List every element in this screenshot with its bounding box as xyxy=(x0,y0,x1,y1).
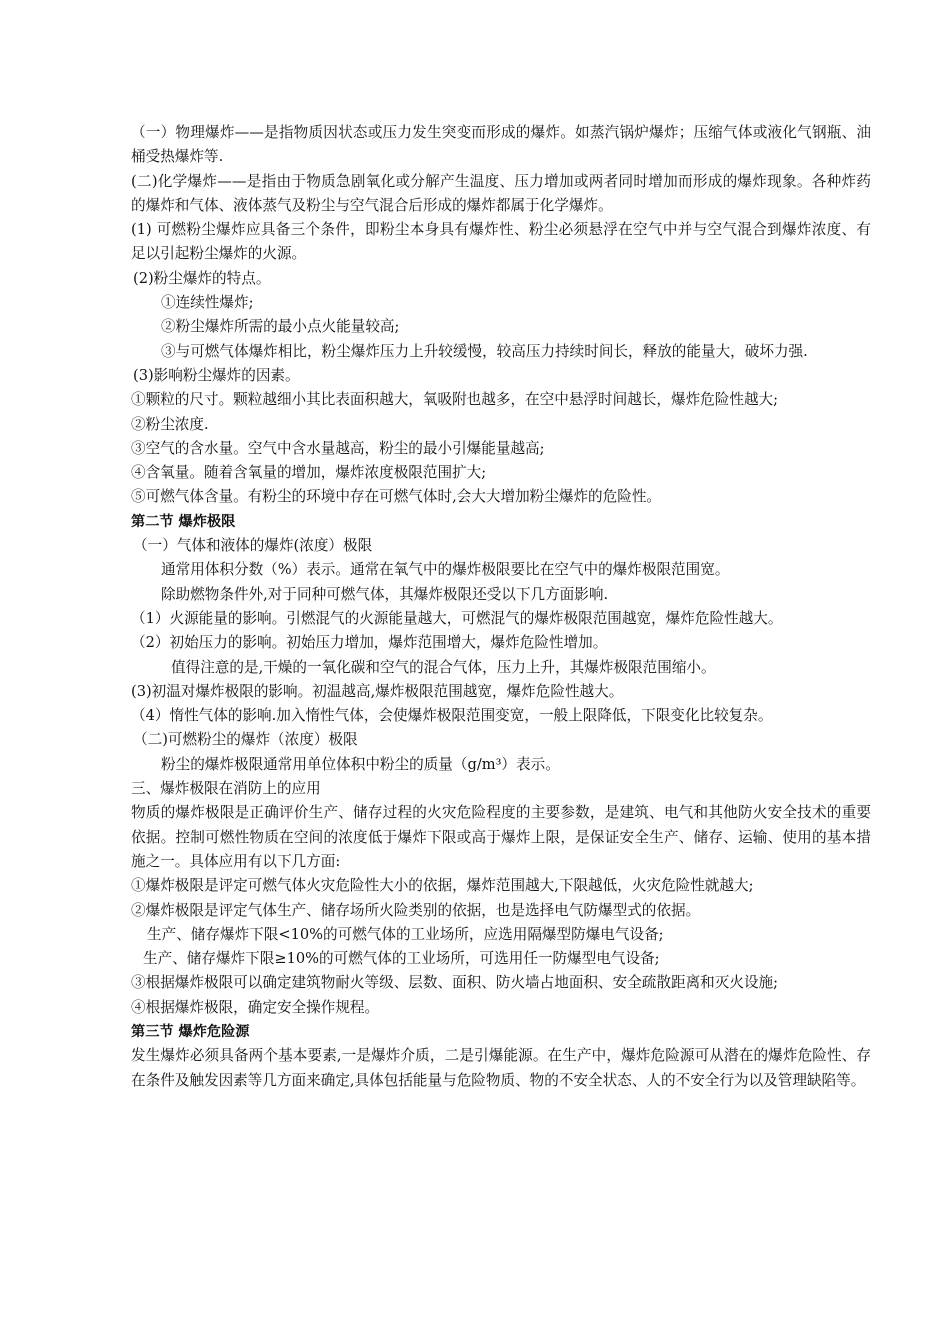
paragraph: 除助燃物条件外,对于同种可燃气体，其爆炸极限还受以下几方面影响. xyxy=(161,585,609,603)
subsection-heading: （二)可燃粉尘的爆炸（浓度）极限 xyxy=(133,731,358,749)
paragraph-dust-features-title: (2)粉尘爆炸的特点。 xyxy=(133,269,271,287)
subsection-heading: 三、爆炸极限在消防上的应用 xyxy=(131,780,321,798)
list-item: ③与可燃气体爆炸相比，粉尘爆炸压力上升较缓慢，较高压力持续时间长，释放的能量大，破坏力强. xyxy=(161,342,808,360)
subsection-heading: （一）气体和液体的爆炸(浓度）极限 xyxy=(133,537,373,555)
list-item: ④根据爆炸极限，确定安全操作规程。 xyxy=(131,998,380,1016)
list-item: （4）惰性气体的影响.加入惰性气体，会使爆炸极限范围变宽，一般上限降低，下限变化比较复杂。 xyxy=(131,707,773,725)
section-heading: 第二节 爆炸极限 xyxy=(131,513,236,530)
paragraph: 发生爆炸必须具备两个基本要素,一是爆炸介质，二是引爆能源。在生产中，爆炸危险源可从潜在的爆炸危险性、存在条件及触发因素等几方面来确定,具体包括能量与危险物质、物的不安全状态、人的不安全行为以及管理缺陷等。 xyxy=(131,1047,871,1089)
list-item: ①颗粒的尺寸。颗粒越细小其比表面积越大，氧吸附也越多，在空中悬浮时间越长，爆炸危险性越大; xyxy=(131,391,779,409)
paragraph: 物质的爆炸极限是正确评价生产、储存过程的火灾危险程度的主要参数，是建筑、电气和其他防火安全技术的重要依据。控制可燃性物质在空间的浓度低于爆炸下限或高于爆炸上限，是保证安全生产、储存、运输、使用的基本措施之一。具体应用有以下几方面: xyxy=(131,804,871,870)
list-item: ④含氧量。随着含氧量的增加，爆炸浓度极限范围扩大; xyxy=(131,464,487,482)
list-item: (3)初温对爆炸极限的影响。初温越高,爆炸极限范围越宽，爆炸危险性越大。 xyxy=(131,682,624,700)
document-page xyxy=(131,121,871,1093)
list-item: ②粉尘浓度. xyxy=(131,415,209,433)
paragraph: 生产、储存爆炸下限≥10%的可燃气体的工业场所，可选用任一防爆型电气设备; xyxy=(143,950,660,968)
paragraph-dust-factors-title: (3)影响粉尘爆炸的因素。 xyxy=(133,366,300,384)
list-item: ②粉尘爆炸所需的最小点火能量较高; xyxy=(161,318,400,336)
list-item: ②爆炸极限是评定气体生产、储存场所火险类别的依据，也是选择电气防爆型式的依据。 xyxy=(131,901,701,919)
list-item: ③根据爆炸极限可以确定建筑物耐火等级、层数、面积、防火墙占地面积、安全疏散距离和灭火设施; xyxy=(131,974,779,992)
paragraph: 通常用体积分数（%）表示。通常在氧气中的爆炸极限要比在空气中的爆炸极限范围宽。 xyxy=(161,561,730,579)
paragraph: 值得注意的是,干燥的一氧化碳和空气的混合气体，压力上升，其爆炸极限范围缩小。 xyxy=(171,658,716,676)
list-item: ①连续性爆炸; xyxy=(161,294,254,312)
list-item: ③空气的含水量。空气中含水量越高，粉尘的最小引爆能量越高; xyxy=(131,439,545,457)
paragraph-dust-conditions: (1) 可燃粉尘爆炸应具备三个条件，即粉尘本身具有爆炸性、粉尘必须悬浮在空气中并与空气混合到爆炸浓度、有足以引起粉尘爆炸的火源。 xyxy=(131,221,871,263)
list-item: （2）初始压力的影响。初始压力增加，爆炸范围增大，爆炸危险性增加。 xyxy=(131,634,608,652)
list-item: ①爆炸极限是评定可燃气体火灾危险性大小的依据，爆炸范围越大,下限越低，火灾危险性就越大; xyxy=(131,877,754,895)
paragraph-chemical-explosion: (二)化学爆炸——是指由于物质急剧氧化或分解产生温度、压力增加或两者同时增加而形成的爆炸现象。各种炸药的爆炸和气体、液体蒸气及粉尘与空气混合后形成的爆炸都属于化学爆炸。 xyxy=(131,172,871,214)
list-item: （1）火源能量的影响。引燃混气的火源能量越大，可燃混气的爆炸极限范围越宽，爆炸危险性越大。 xyxy=(131,609,783,627)
paragraph-physical-explosion: （一）物理爆炸——是指物质因状态或压力发生突变而形成的爆炸。如蒸汽锅炉爆炸；压缩气体或液化气钢瓶、油桶受热爆炸等. xyxy=(131,124,871,166)
section-heading: 第三节 爆炸危险源 xyxy=(131,1023,250,1040)
list-item: ⑤可燃气体含量。有粉尘的环境中存在可燃气体时,会大大增加粉尘爆炸的危险性。 xyxy=(131,488,662,506)
paragraph: 生产、储存爆炸下限<10%的可燃气体的工业场所，应选用隔爆型防爆电气设备; xyxy=(147,925,664,943)
paragraph: 粉尘的爆炸极限通常用单位体积中粉尘的质量（g/m³）表示。 xyxy=(161,755,560,773)
